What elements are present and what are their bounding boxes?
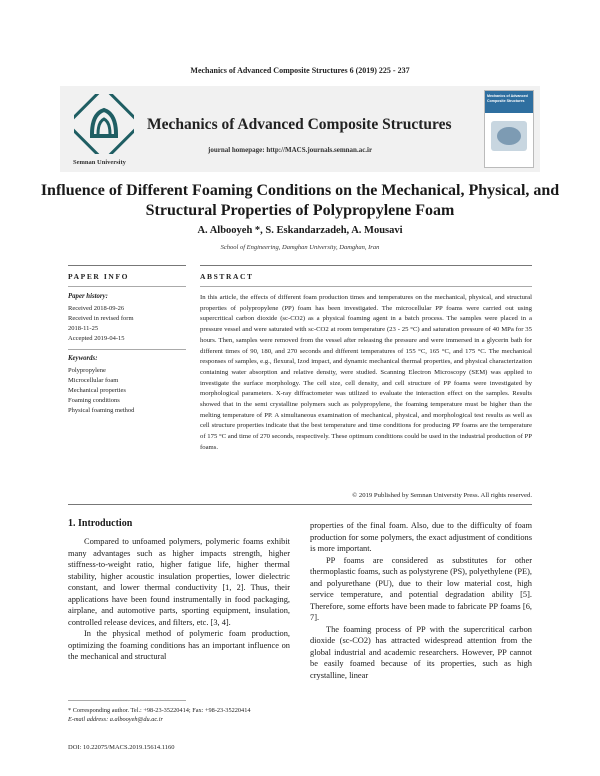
abstract-text: In this article, the effects of different foam production times and temperatures on the mechanical, physical, and structural properties of polypropylene (PP) foam has been investigated. The microcellular PP foams were carried out using supercritical carbon dioxide (sc-CO2) as a physical foaming agent in a batch process. The samples were placed in a pressure vessel and were saturated with sc-CO2 at room temperature (23 - 25 °C) and saturation pressure of 40 MPa for 35 hours. Then, samples were removed from the vessel after releasing the pressure and were immersed in a glycerin bath for different times of 90, 180, and 270 seconds and different temperatures of 155 °C, 165 °C, and 175 °C. The mechanical responses of samples, e.g., flexural, Izod impact, and dynamic mechanical thermal properties, and physical characterization containing water absorption and relative density, were studied. Scanning Electron Microscopy (SEM) was applied to investigate the surface morphology. The cell size, cell density, and cell structure of PP foams were investigated by morphological parameters. X-ray diffractometer was utilized to evaluate the interaction effect on the samples. Results showed that in the semi crystalline polymers such as polypropylene, the foaming temperature must be higher than the melting temperature of PP. A simultaneous examination of mechanical, physical, and morphological test results as well as cell structure properties indicate that the best temperature and time conditions for producing PP foams are the temperature of 175 °C and time of 270 seconds, respectively. These optimum conditions could be used in the industrial production of PP foams.	[200, 294, 532, 451]
paper-info-rule	[68, 286, 186, 287]
copyright-notice: © 2019 Published by Semnan University Press. All rights reserved.	[352, 492, 532, 499]
paragraph: properties of the final foam. Also, due to the difficulty of foam production for some polymers, the exact adjustment of conditions is more important.	[310, 521, 532, 553]
author-email[interactable]: E-mail address: a.albooyeh@du.ac.ir	[68, 716, 163, 723]
abstract-heading: ABSTRACT	[200, 272, 254, 281]
corresponding-author: * Corresponding author. Tel.: +98-23-35220414; Fax: +98-23-35220414	[68, 707, 251, 714]
university-name: Semnan University	[73, 159, 126, 166]
author-affiliation: School of Engineering, Damghan University, Damghan, Iran	[220, 244, 380, 251]
cover-title: Mechanics of Advanced Composite Structures	[487, 94, 528, 103]
keyword: Microcellular foam	[68, 377, 119, 384]
history-line: Accepted 2019-04-15	[68, 335, 125, 342]
paragraph: In the physical method of polymeric foam production, optimizing the foaming conditions has an important influence on the mechanical and structural	[68, 629, 290, 661]
paragraph: The foaming process of PP with the supercritical carbon dioxide (sc-CO2) has attracted widespread attention from the global industrial and academic researchers. However, PP cannot be easily foamed because of its properties, such as high crystalline, linear	[310, 624, 532, 680]
history-line: Received 2018-09-26	[68, 305, 125, 312]
paragraph: PP foams are considered as substitutes for other thermoplastic foams, such as polystyrene (PS), polyethylene (PE), and polyurethane (PU), due to their low material cost, high service temperature, and potential degradation ability [5]. Therefore, some efforts have been made to fabricate PP foams [6, 7].	[310, 555, 532, 622]
doi[interactable]: DOI: 10.22075/MACS.2019.15614.1160	[68, 744, 175, 751]
history-line: 2018-11-25	[68, 325, 99, 332]
history-line: Received in revised form	[68, 315, 134, 322]
keyword: Physical foaming method	[68, 407, 135, 414]
introduction-heading: 1. Introduction	[68, 518, 133, 529]
running-header: Mechanics of Advanced Composite Structures 6 (2019) 225 - 237	[190, 66, 410, 75]
journal-homepage[interactable]: journal homepage: http://MACS.journals.semnan.ac.ir	[208, 146, 373, 154]
intro-left-column	[68, 536, 290, 663]
abstract-rule-bottom	[68, 504, 532, 505]
university-logo	[74, 94, 134, 154]
paper-info-heading: PAPER INFO	[68, 272, 130, 281]
journal-name: Mechanics of Advanced Composite Structures	[147, 116, 452, 133]
abstract-rule-top	[200, 265, 532, 266]
keyword: Polypropylene	[68, 367, 106, 374]
footnote	[68, 706, 251, 724]
article-title: Influence of Different Foaming Conditions on the Mechanical, Physical, and Structural Properties of Polypropylene Foam	[40, 182, 560, 219]
journal-cover-thumbnail	[484, 90, 534, 168]
article-authors: A. Albooyeh *, S. Eskandarzadeh, A. Mousavi	[197, 225, 403, 236]
keywords-label: Keywords:	[68, 355, 98, 362]
intro-right-column	[310, 520, 532, 681]
footnote-rule	[68, 700, 186, 701]
paper-info-rule-top	[68, 265, 186, 266]
keywords-rule	[68, 349, 186, 350]
keyword: Foaming conditions	[68, 397, 120, 404]
keyword: Mechanical properties	[68, 387, 126, 394]
paper-history-label: Paper history:	[68, 293, 108, 300]
abstract-rule	[200, 286, 532, 287]
paragraph: Compared to unfoamed polymers, polymeric foams exhibit many advantages such as higher impacts strength, higher stiffness-to-weight ratio, higher fatigue life, higher thermal stability, higher acoustic insulation properties, lower dielectric constant, and lower thermal conductivity [1, 2]. Thus, their applications have been found instrumentally in food packaging, airplane, and automotive parts, sporting equipment, insulation, controlled release devices, and filters, etc. [3, 4].	[68, 537, 290, 627]
